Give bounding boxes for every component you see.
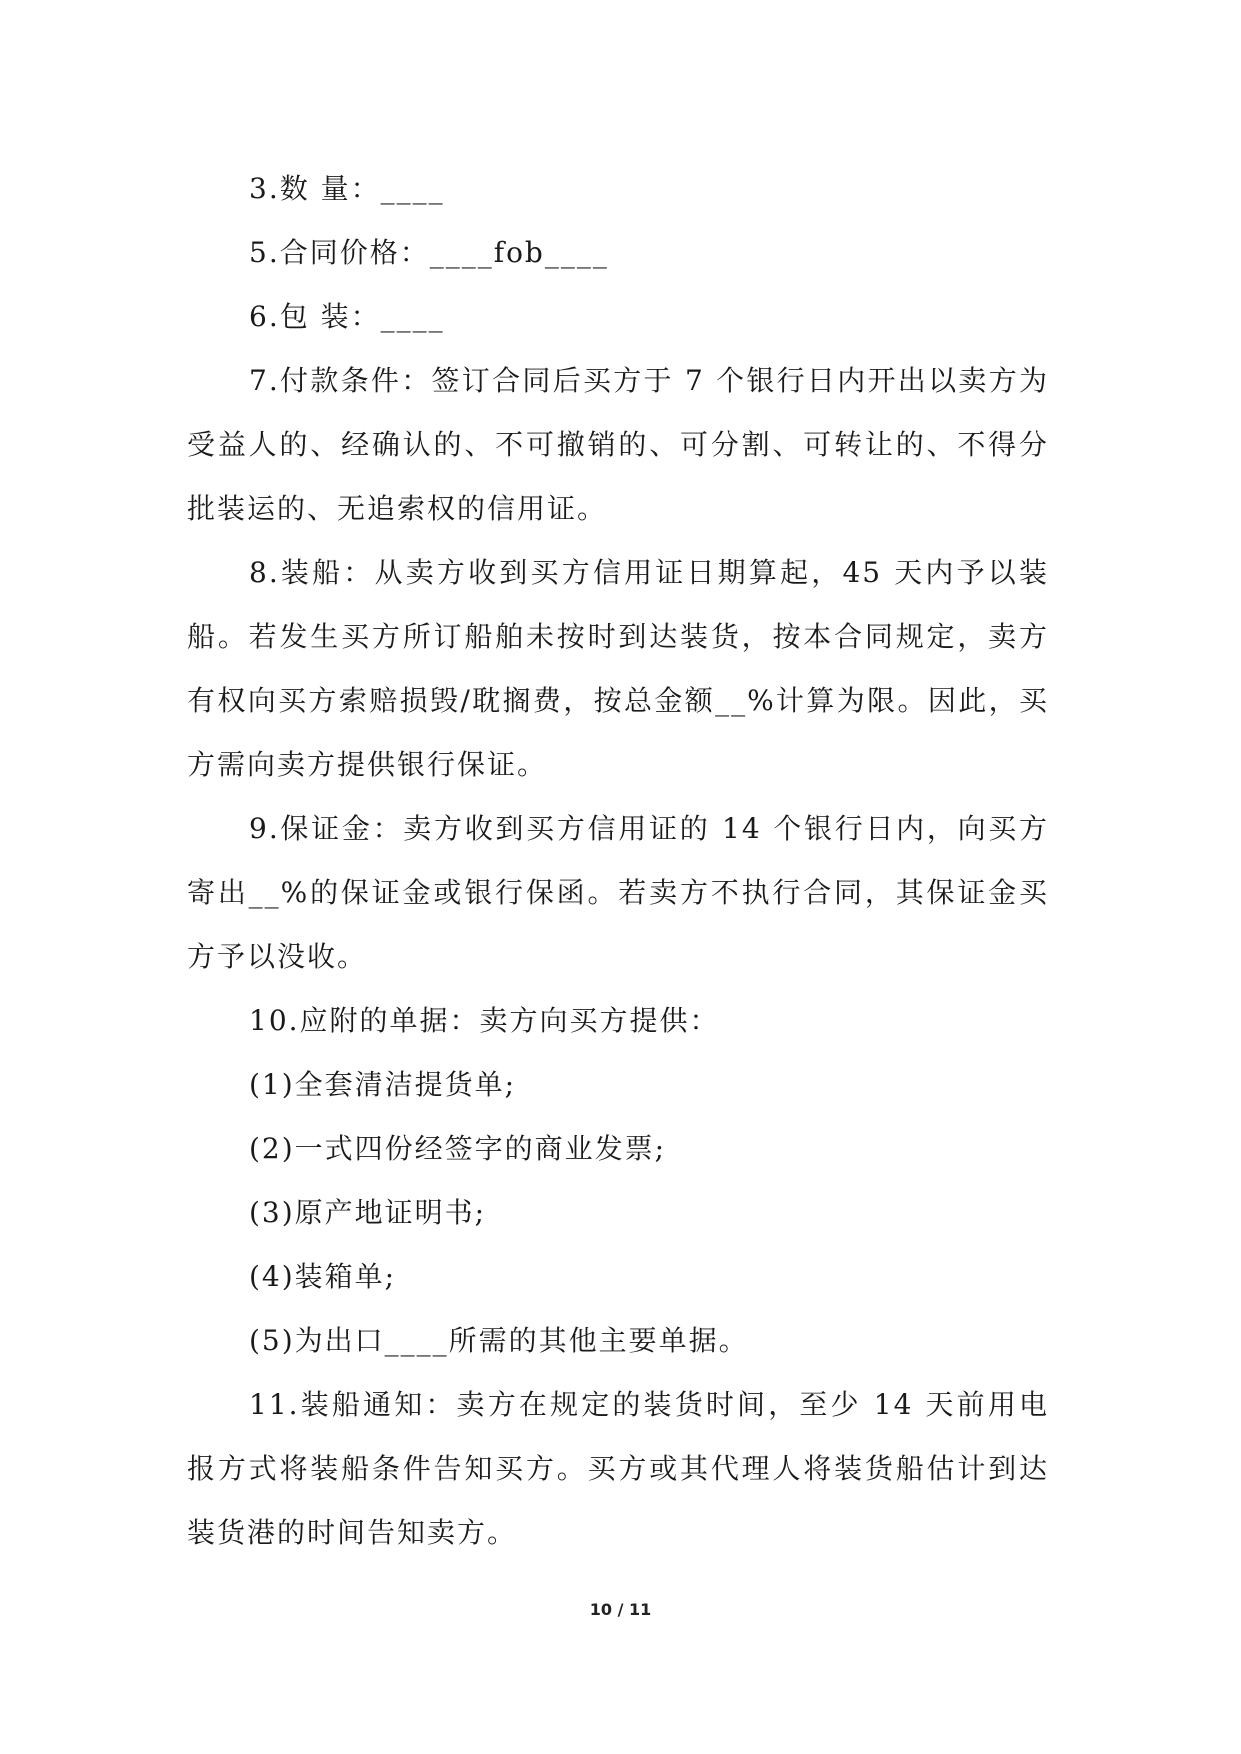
document-item-packing-list: (4)装箱单; [249, 1260, 397, 1293]
clause-shipment: 8.装船：从卖方收到买方信用证日期算起，45 天内予以装船。若发生买方所订船舶未按时到达装货，按本合同规定，卖方有权向买方索赔损毁/耽搁费，按总金额__%计算为限。因此，买方需向卖方提供银行保证。 [187, 556, 1049, 781]
document-item-commercial-invoice: (2)一式四份经签字的商业发票; [249, 1132, 667, 1165]
clause-payment-terms: 7.付款条件：签订合同后买方于 7 个银行日内开出以卖方为受益人的、经确认的、不可撤销的、可分割、可转让的、不得分批装运的、无追索权的信用证。 [187, 364, 1049, 525]
document-item-bill-of-lading: (1)全套清洁提货单; [249, 1068, 517, 1101]
document-body [187, 157, 1049, 1565]
clause-quantity: 3.数 量：____ [249, 172, 445, 205]
page-number: 10 / 11 [589, 1600, 652, 1619]
clause-deposit: 9.保证金：卖方收到买方信用证的 14 个银行日内，向买方寄出__%的保证金或银行保函。若卖方不执行合同，其保证金买方予以没收。 [187, 812, 1049, 973]
clause-shipping-notice: 11.装船通知：卖方在规定的装货时间，至少 14 天前用电报方式将装船条件告知买方。买方或其代理人将装货船估计到达装货港的时间告知卖方。 [187, 1388, 1049, 1549]
clause-documents-heading: 10.应附的单据：卖方向买方提供： [249, 1004, 720, 1037]
document-item-certificate-of-origin: (3)原产地证明书; [249, 1196, 487, 1229]
clause-packing: 6.包 装：____ [249, 300, 445, 333]
document-item-other-documents: (5)为出口____所需的其他主要单据。 [249, 1324, 749, 1357]
clause-contract-price: 5.合同价格：____fob____ [249, 236, 609, 269]
